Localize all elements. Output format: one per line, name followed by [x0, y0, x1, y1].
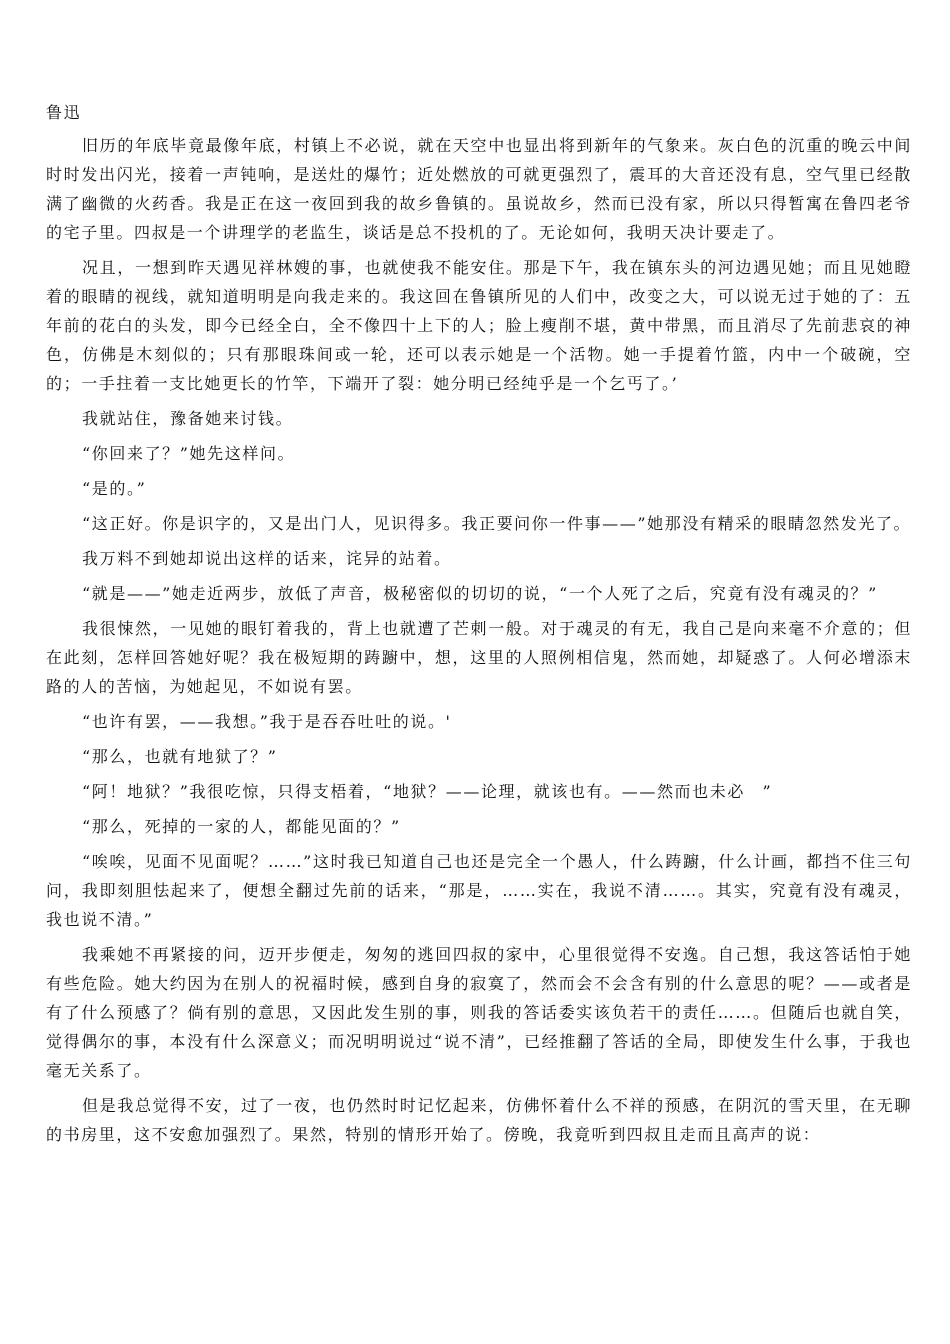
paragraph-6: “这正好。你是识字的，又是出门人，见识得多。我正要问你一件事——”她那没有精采的眼睛忽然发光了。: [82, 514, 912, 533]
paragraph-12: “阿！地狱？”我很吃惊，只得支梧着，“地狱？——论理，就该也有。——然而也未必 ”: [82, 782, 773, 801]
paragraph-16: 但是我总觉得不安，过了一夜，也仍然时时记忆起来，仿佛怀着什么不祥的预感，在阴沉的雪天里，在无聊的书房里，这不安愈加强烈了。果然，特别的情形开始了。傍晚，我竟听到四叔且走而且高声的说：: [46, 1096, 912, 1144]
paragraph-5: “是的。”: [82, 479, 147, 498]
paragraph-13: “那么，死掉的一家的人，都能见面的？”: [82, 817, 401, 836]
paragraph-2: 况且，一想到昨天遇见祥林嫂的事，也就使我不能安住。那是下午，我在镇东头的河边遇见她；而且见她瞪着的眼睛的视线，就知道明明是向我走来的。我这回在鲁镇所见的人们中，改变之大，可以说无过于她的了：五年前的花白的头发，即今已经全白，全不像四十上下的人；脸上瘦削不堪，黄中带黑，而且消尽了先前悲哀的神色，仿佛是木刻似的；只有那眼珠间或一轮，还可以表示她是一个活物。她一手提着竹篮，内中一个破碗，空的；一手拄着一支比她更长的竹竿，下端开了裂：她分明已经纯乎是一个乞丐了。’: [46, 258, 912, 393]
paragraph-14: “唉唉，见面不见面呢？……”这时我已知道自己也还是完全一个愚人，什么踌躕，什么计画，都挡不住三句问，我即刻胆怯起来了，便想全翻过先前的话来，“那是，……实在，我说不清……。其实，究竟有没有魂灵，我也说不清。”: [46, 852, 912, 929]
document-page: [46, 98, 912, 1155]
paragraph-7: 我万料不到她却说出这样的话来，诧异的站着。: [82, 549, 452, 568]
author-name: 鲁迅: [46, 103, 82, 122]
paragraph-4: “你回来了？”她先这样问。: [82, 444, 296, 463]
paragraph-11: “那么，也就有地狱了？”: [82, 747, 278, 766]
paragraph-3: 我就站住，豫备她来讨钱。: [82, 409, 294, 428]
paragraph-15: 我乘她不再紧接的问，迈开步便走，匆匆的逃回四叔的家中，心里很觉得不安逸。自己想，我这答话怕于她有些危险。她大约因为在别人的祝福时候，感到自身的寂寞了，然而会不会含有别的什么意思的呢？——或者是有了什么预感了？倘有别的意思，又因此发生别的事，则我的答话委实该负若干的责任……。但随后也就自笑，觉得偶尔的事，本没有什么深意义；而况明明说过“说不清”，已经推翻了答话的全局，即使发生什么事，于我也毫无关系了。: [46, 945, 912, 1080]
paragraph-8: “就是——”她走近两步，放低了声音，极秘密似的切切的说，“一个人死了之后，究竟有没有魂灵的？”: [82, 584, 878, 603]
paragraph-10: “也许有罢，——我想。”我于是吞吞吐吐的说。': [82, 712, 452, 731]
paragraph-9: 我很悚然，一见她的眼钉着我的，背上也就遭了芒刺一般。对于魂灵的有无，我自己是向来毫不介意的；但在此刻，怎样回答她好呢？我在极短期的踌躕中，想，这里的人照例相信鬼，然而她，却疑惑了。人何必增添末路的人的苦恼，为她起见，不如说有罢。: [46, 619, 912, 696]
paragraph-1: 旧历的年底毕竟最像年底，村镇上不必说，就在天空中也显出将到新年的气象来。灰白色的沉重的晚云中间时时发出闪光，接着一声钝响，是送灶的爆竹；近处燃放的可就更强烈了，震耳的大音还没有息，空气里已经散满了幽微的火药香。我是正在这一夜回到我的故乡鲁镇的。虽说故乡，然而已没有家，所以只得暂寓在鲁四老爷的宅子里。四叔是一个讲理学的老监生，谈话是总不投机的了。无论如何，我明天决计要走了。: [46, 136, 912, 242]
